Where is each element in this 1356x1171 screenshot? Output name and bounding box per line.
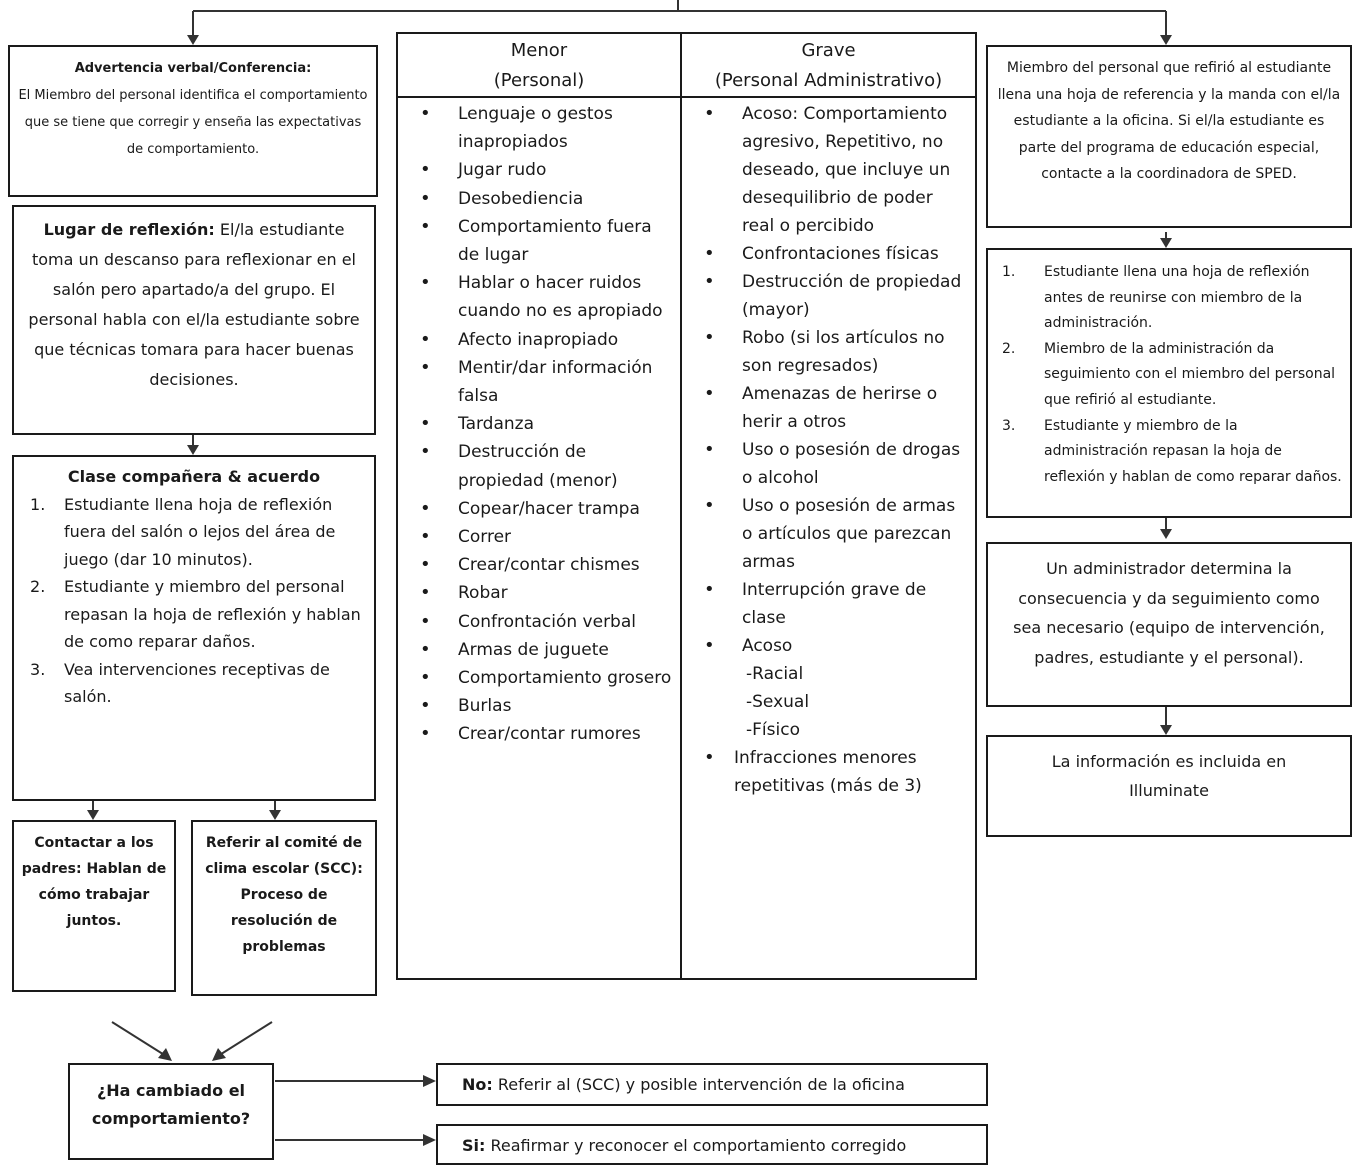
admin-steps [994,260,1342,490]
menor-list [404,100,672,749]
acoso-sub-item: -Racial [746,664,804,684]
admin-step: Estudiante y miembro de la administración repasan la hoja de reflexión y hablan de como reparar daños. [1044,417,1342,485]
referencia-text: Miembro del personal que refirió al estudiante llena una hoja de referencia y la manda con el/la estudiante a la oficina. Si el/la estudiante es parte del programa de educación especial, contacte a la coordinadora de SPED. [997,60,1341,182]
grave-item: • Robo (si los artículos no son regresados) [688,324,970,380]
menor-item: • Afecto inapropiado [404,326,672,354]
reflexion-box [12,205,376,435]
advertencia-title: Advertencia verbal/Conferencia: [74,61,312,76]
menor-item: • Desobediencia [404,185,672,213]
administrador-text: Un administrador determina la consecuencia y da seguimiento como sea necesario (equipo de intervención, padres, estudiante y el personal). [1013,559,1325,667]
grave-column [688,100,970,800]
table-divider [680,34,682,978]
menor-item: • Mentir/dar información falsa [404,354,672,410]
no-label: No: [462,1075,493,1094]
grave-list [688,100,970,660]
grave-sub: (Personal Administrativo) [714,70,943,91]
illuminate-text: La información es incluida en Illuminate [1051,752,1287,800]
acoso-sub-item: -Sexual [746,692,810,712]
grave-item: • Confrontaciones físicas [688,240,970,268]
si-text: Reafirmar y reconocer el comportamiento corregido [485,1136,907,1155]
question-text: ¿Ha cambiado el comportamiento? [91,1081,251,1128]
menor-header [398,34,680,96]
reflexion-title: Lugar de reflexión: [43,220,215,239]
grave-item: • Infracciones menores repetitivas (más de 3) [688,744,970,800]
menor-item: • Hablar o hacer ruidos cuando no es apropiado [404,269,672,325]
grave-last [688,744,970,800]
menor-item: • Crear/contar chismes [404,551,672,579]
acoso-sub-item: -Físico [746,720,800,740]
clase-title: Clase compañera & acuerdo [67,467,321,486]
si-label: Si: [462,1136,486,1155]
no-text: Referir al (SCC) y posible intervención de la oficina [492,1075,905,1094]
grave-item: • Acoso: Comportamiento agresivo, Repetitivo, no deseado, que incluye un desequilibrio de poder real o percibido [688,100,970,240]
grave-item: • Destrucción de propiedad (mayor) [688,268,970,324]
administrador-box [986,542,1352,707]
grave-item: • Interrupción grave de clase [688,576,970,632]
referencia-box [986,45,1352,228]
grave-item: • Acoso [688,632,970,660]
menor-item: • Copear/hacer trampa [404,495,672,523]
advertencia-text: El Miembro del personal identifica el comportamiento que se tiene que corregir y enseña las expectativas de comportamiento. [18,88,368,157]
menor-item: • Correr [404,523,672,551]
grave-heading: Grave [801,40,856,61]
grave-header [682,34,975,96]
menor-item: • Crear/contar rumores [404,720,672,748]
clase-companera-box [12,455,376,801]
clase-step: Estudiante llena hoja de reflexión fuera del salón o lejos del área de juego (dar 10 minutos). [64,494,336,569]
classification-table [396,32,977,980]
clase-step: Estudiante y miembro del personal repasan la hoja de reflexión y hablan de como reparar daños. [64,577,361,651]
menor-item: • Confrontación verbal [404,608,672,636]
grave-item: • Uso o posesión de armas o artículos que parezcan armas [688,492,970,576]
clase-steps [22,491,366,711]
referir-text: Referir al comité de clima escolar (SCC): Proceso de resolución de problemas [205,835,363,955]
admin-step: Estudiante llena una hoja de reflexión antes de reunirse con miembro de la administración. [1044,264,1310,332]
question-box [68,1063,274,1160]
menor-item: • Lenguaje o gestos inapropiados [404,100,672,156]
menor-item: • Robar [404,579,672,607]
menor-heading: Menor [510,40,568,61]
menor-item: • Destrucción de propiedad (menor) [404,438,672,494]
illuminate-box [986,735,1352,837]
grave-item: • Amenazas de herirse o herir a otros [688,380,970,436]
grave-item: • Uso o posesión de drogas o alcohol [688,436,970,492]
referir-scc-box [191,820,377,996]
contactar-padres-box [12,820,176,992]
menor-item: • Comportamiento fuera de lugar [404,213,672,269]
menor-item: • Armas de juguete [404,636,672,664]
menor-item: • Comportamiento grosero [404,664,672,692]
table-header-line [398,96,975,98]
no-outcome-box [436,1063,988,1106]
clase-step: Vea intervenciones receptivas de salón. [64,659,330,706]
menor-item: • Tardanza [404,410,672,438]
si-outcome-box [436,1124,988,1165]
admin-steps-box [986,248,1352,518]
menor-item: • Jugar rudo [404,156,672,184]
admin-step: Miembro de la administración da seguimiento con el miembro del personal que refirió al estudiante. [1044,340,1336,408]
reflexion-text: El/la estudiante toma un descanso para reflexionar en el salón pero apartado/a del grupo. El personal habla con el/la estudiante sobre que técnicas tomara para hacer buenas decisiones. [28,220,360,389]
menor-item: • Burlas [404,692,672,720]
advertencia-box [8,45,378,197]
contactar-text: Contactar a los padres: Hablan de cómo trabajar juntos. [21,835,167,929]
menor-sub: (Personal) [493,70,585,91]
acoso-sub-list [688,660,970,744]
